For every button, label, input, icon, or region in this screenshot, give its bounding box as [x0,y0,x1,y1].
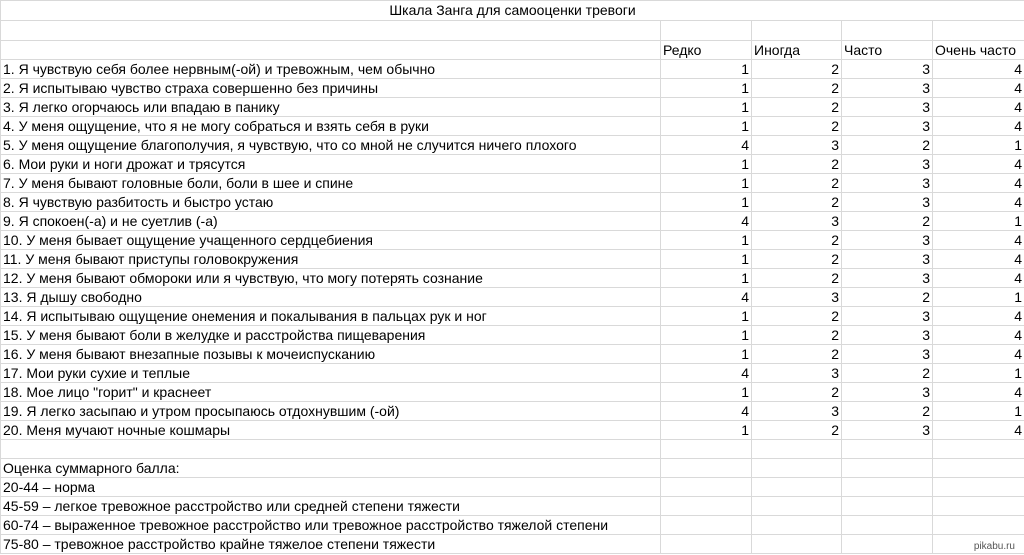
table-row [1,459,1024,478]
table-row [1,288,1024,307]
empty-cell [1,41,661,60]
question-text: 7. У меня бывают головные боли, боли в шее и спине [1,174,661,193]
table-row [1,535,1024,554]
empty-cell [1,440,661,459]
score-cell: 4 [933,383,1024,402]
table-row [1,174,1024,193]
score-cell: 2 [752,326,842,345]
score-cell: 3 [752,288,842,307]
column-header-row [1,41,1024,60]
empty-cell [842,440,933,459]
score-cell: 4 [933,98,1024,117]
column-header-rarely: Редко [661,41,752,60]
score-cell: 1 [661,174,752,193]
question-text: 4. У меня ощущение, что я не могу собраться и взять себя в руки [1,117,661,136]
score-cell: 1 [933,402,1024,421]
column-header-often: Часто [842,41,933,60]
score-cell: 4 [933,231,1024,250]
score-cell: 2 [752,174,842,193]
empty-cell [661,516,752,535]
score-cell: 2 [752,421,842,440]
score-cell: 2 [752,60,842,79]
score-cell: 2 [752,155,842,174]
score-cell: 4 [661,136,752,155]
question-text: 12. У меня бывают обмороки или я чувствую, что могу потерять сознание [1,269,661,288]
empty-cell [933,478,1024,497]
score-cell: 3 [842,269,933,288]
empty-cell [752,497,842,516]
table-row [1,364,1024,383]
score-cell: 3 [842,98,933,117]
table-row [1,345,1024,364]
scoring-range: 45-59 – легкое тревожное расстройство или средней степени тяжести [1,497,661,516]
score-cell: 1 [933,136,1024,155]
question-text: 20. Меня мучают ночные кошмары [1,421,661,440]
table-row [1,402,1024,421]
empty-cell [933,497,1024,516]
score-cell: 3 [842,155,933,174]
score-cell: 3 [842,307,933,326]
score-cell: 1 [661,231,752,250]
score-cell: 2 [842,136,933,155]
table-row [1,269,1024,288]
score-cell: 4 [661,212,752,231]
score-cell: 1 [661,250,752,269]
empty-cell [752,21,842,41]
empty-cell [933,440,1024,459]
table-row [1,117,1024,136]
score-cell: 3 [842,193,933,212]
score-cell: 3 [842,79,933,98]
empty-cell [752,440,842,459]
score-cell: 4 [661,364,752,383]
scoring-heading: Оценка суммарного балла: [1,459,661,478]
score-cell: 3 [842,174,933,193]
question-text: 13. Я дышу свободно [1,288,661,307]
question-text: 16. У меня бывают внезапные позывы к мочеиспусканию [1,345,661,364]
empty-cell [842,478,933,497]
score-cell: 2 [752,345,842,364]
table-row [1,497,1024,516]
scoring-range: 75-80 – тревожное расстройство крайне тяжелое степени тяжести [1,535,661,554]
score-cell: 2 [842,402,933,421]
table-row [1,326,1024,345]
scoring-range: 20-44 – норма [1,478,661,497]
empty-cell [842,497,933,516]
score-cell: 4 [933,174,1024,193]
empty-cell [842,516,933,535]
table-row [1,478,1024,497]
score-cell: 4 [933,269,1024,288]
score-cell: 4 [933,250,1024,269]
blank-row [1,440,1024,459]
question-text: 3. Я легко огорчаюсь или впадаю в панику [1,98,661,117]
score-cell: 3 [752,364,842,383]
empty-cell [661,535,752,554]
score-cell: 4 [933,79,1024,98]
score-cell: 3 [842,117,933,136]
column-header-sometimes: Иногда [752,41,842,60]
empty-cell [661,459,752,478]
empty-cell [752,535,842,554]
empty-cell [842,459,933,478]
empty-cell [752,459,842,478]
question-text: 1. Я чувствую себя более нервным(-ой) и тревожным, чем обычно [1,60,661,79]
score-cell: 1 [661,117,752,136]
score-cell: 2 [752,250,842,269]
question-text: 14. Я испытываю ощущение онемения и покалывания в пальцах рук и ног [1,307,661,326]
watermark: pikabu.ru [971,541,1018,552]
empty-cell [661,21,752,41]
score-cell: 1 [661,60,752,79]
score-cell: 4 [661,402,752,421]
score-cell: 3 [842,250,933,269]
score-cell: 1 [661,269,752,288]
empty-cell [661,497,752,516]
score-cell: 3 [752,212,842,231]
score-cell: 4 [933,60,1024,79]
table-row [1,79,1024,98]
score-cell: 3 [842,383,933,402]
score-cell: 1 [933,288,1024,307]
question-text: 18. Мое лицо "горит" и краснеет [1,383,661,402]
score-cell: 2 [752,307,842,326]
score-cell: 1 [661,421,752,440]
empty-cell [752,516,842,535]
empty-cell [842,21,933,41]
score-cell: 2 [752,79,842,98]
table-row [1,212,1024,231]
score-cell: 2 [842,212,933,231]
table-row [1,307,1024,326]
score-cell: 3 [752,402,842,421]
score-cell: 4 [933,193,1024,212]
score-cell: 1 [661,307,752,326]
table-row [1,383,1024,402]
table-row [1,231,1024,250]
empty-cell [752,478,842,497]
score-cell: 4 [933,326,1024,345]
table-row [1,516,1024,535]
score-cell: 1 [933,364,1024,383]
score-cell: 3 [842,60,933,79]
score-cell: 2 [752,383,842,402]
score-cell: 3 [842,231,933,250]
column-header-very-often: Очень часто [933,41,1024,60]
table-row [1,421,1024,440]
table-row [1,60,1024,79]
empty-cell [933,516,1024,535]
score-cell: 2 [752,117,842,136]
score-cell: 1 [661,193,752,212]
table-row [1,155,1024,174]
empty-cell [842,535,933,554]
score-cell: 3 [842,326,933,345]
score-cell: 1 [933,212,1024,231]
score-cell: 3 [842,345,933,364]
question-text: 19. Я легко засыпаю и утром просыпаюсь отдохнувшим (-ой) [1,402,661,421]
score-cell: 4 [933,155,1024,174]
question-text: 11. У меня бывают приступы головокружения [1,250,661,269]
score-cell: 1 [661,326,752,345]
question-text: 5. У меня ощущение благополучия, я чувствую, что со мной не случится ничего плохого [1,136,661,155]
question-text: 17. Мои руки сухие и теплые [1,364,661,383]
question-text: 9. Я спокоен(-а) и не суетлив (-а) [1,212,661,231]
score-cell: 1 [661,383,752,402]
score-cell: 2 [752,98,842,117]
score-cell: 4 [933,307,1024,326]
empty-cell [661,478,752,497]
score-cell: 2 [752,193,842,212]
score-cell: 2 [752,269,842,288]
score-cell: 4 [933,345,1024,364]
empty-cell [933,21,1024,41]
score-cell: 4 [933,117,1024,136]
question-text: 2. Я испытываю чувство страха совершенно без причины [1,79,661,98]
sheet-title: Шкала Занга для самооценки тревоги [1,1,1024,21]
question-text: 8. Я чувствую разбитость и быстро устаю [1,193,661,212]
empty-cell [1,21,661,41]
score-cell: 3 [752,136,842,155]
table-row [1,98,1024,117]
question-text: 6. Мои руки и ноги дрожат и трясутся [1,155,661,174]
score-cell: 1 [661,345,752,364]
score-cell: 1 [661,79,752,98]
score-cell: 3 [842,421,933,440]
table-row [1,136,1024,155]
table-row [1,193,1024,212]
scoring-range: 60-74 – выраженное тревожное расстройство или тревожное расстройство тяжелой степени [1,516,661,535]
score-cell: 1 [661,155,752,174]
score-cell: 2 [842,364,933,383]
score-cell: 2 [842,288,933,307]
table-row [1,250,1024,269]
empty-cell [933,459,1024,478]
score-cell: 1 [661,98,752,117]
question-text: 10. У меня бывает ощущение учащенного сердцебиения [1,231,661,250]
question-text: 15. У меня бывают боли в желудке и расстройства пищеварения [1,326,661,345]
empty-cell [661,440,752,459]
score-cell: 4 [661,288,752,307]
score-cell: 4 [933,421,1024,440]
score-cell: 2 [752,231,842,250]
